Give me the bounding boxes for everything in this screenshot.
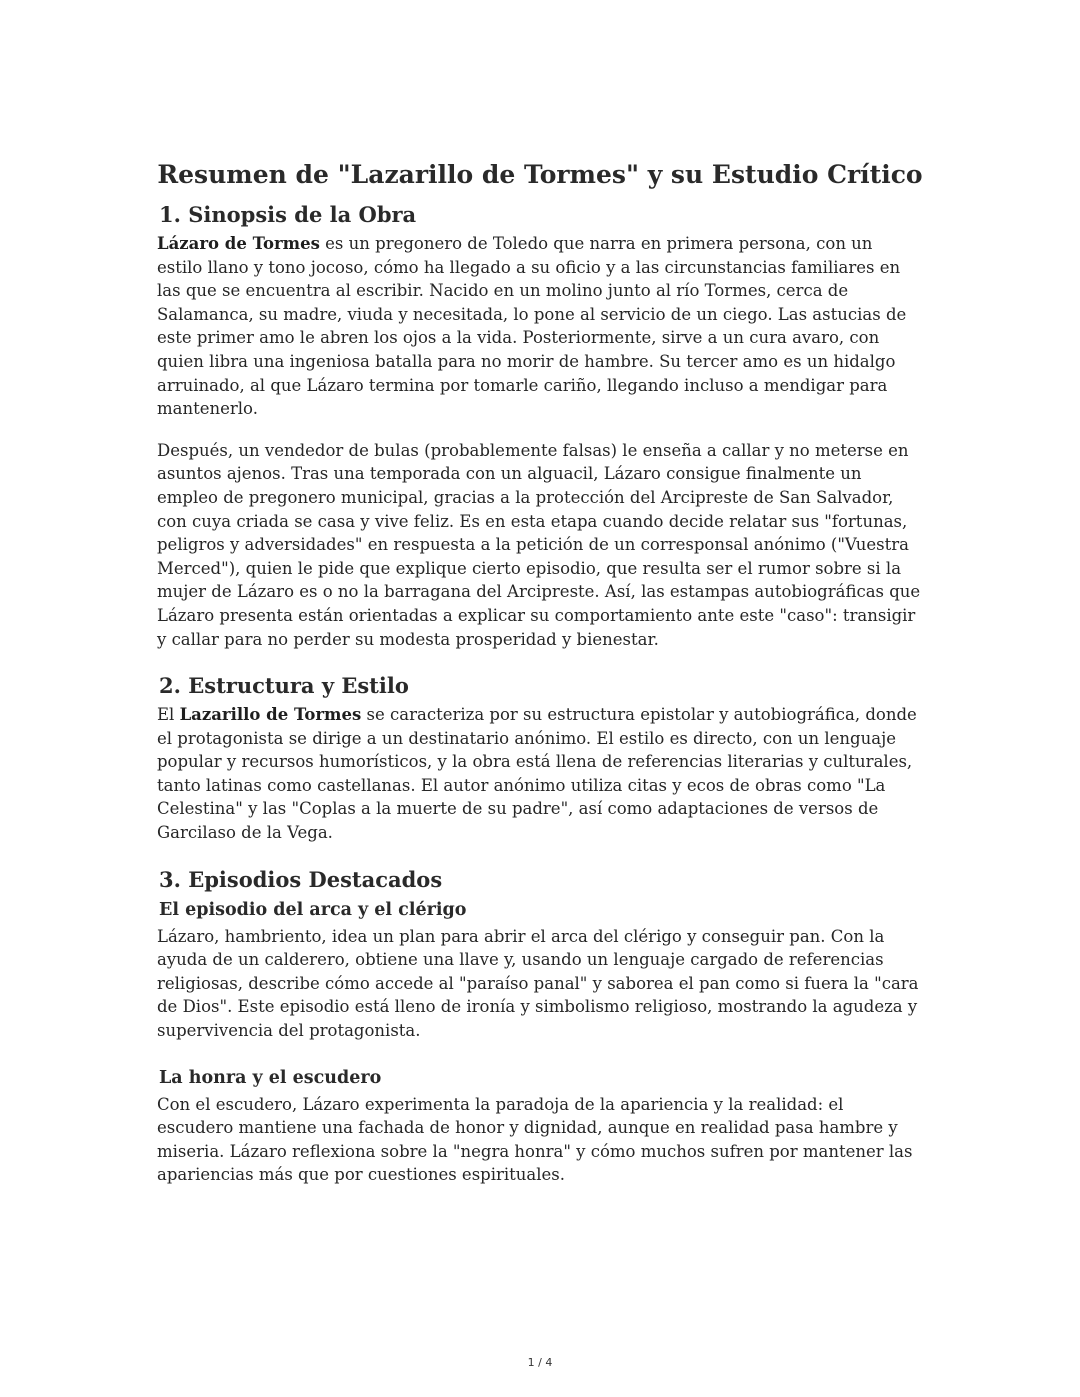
sinopsis-bold-name: Lázaro de Tormes <box>157 234 320 253</box>
document-page <box>157 158 923 1187</box>
sinopsis-paragraph-1-text: es un pregonero de Toledo que narra en primera persona, con un estilo llano y tono jocoso, cómo ha llegado a su oficio y a las circunstancias familiares en las que se encuentra al escribir. Nacido en un molino junto al río Tormes, cerca de Salamanca, su madre, viuda y necesitada, lo pone al servicio de un ciego. Las astucias de este primer amo le abren los ojos a la vida. Posteriormente, sirve a un cura avaro, con quien libra una ingeniosa batalla para no morir de hambre. Su tercer amo es un hidalgo arruinado, al que Lázaro termina por tomarle cariño, llegando incluso a mendigar para mantenerlo. <box>157 234 907 419</box>
estructura-lead: El <box>157 705 180 725</box>
subheading-honra-escudero: La honra y el escudero <box>159 1067 382 1088</box>
page-number: 1 / 4 <box>527 1356 553 1369</box>
section-heading-sinopsis: 1. Sinopsis de la Obra <box>159 202 417 227</box>
document-title: Resumen de "Lazarillo de Tormes" y su Estudio Crítico <box>157 160 923 189</box>
subheading-arca-clerigo: El episodio del arca y el clérigo <box>159 899 467 920</box>
section-heading-episodios: 3. Episodios Destacados <box>159 866 443 892</box>
estructura-paragraph <box>157 703 923 845</box>
honra-escudero-paragraph: Con el escudero, Lázaro experimenta la paradoja de la apariencia y la realidad: el escudero mantiene una fachada de honor y dignidad, aunque en realidad pasa hambre y miseria. Lázaro reflexiona sobre la "negra honra" y cómo muchos sufren por mantener las apariencias más que por cuestiones espirituales. <box>157 1094 913 1185</box>
arca-clerigo-paragraph: Lázaro, hambriento, idea un plan para abrir el arca del clérigo y conseguir pan. Con la ayuda de un calderero, obtiene una llave y, usando un lenguaje cargado de referencias religiosas, describe cómo accede al "paraíso panal" y saborea el pan como si fuera la "cara de Dios". Este episodio está lleno de ironía y simbolismo religioso, mostrando la agudeza y supervivencia del protagonista. <box>157 926 919 1041</box>
sinopsis-paragraph-2: Después, un vendedor de bulas (probablemente falsas) le enseña a callar y no meterse en asuntos ajenos. Tras una temporada con un alguacil, Lázaro consigue finalmente un empleo de pregonero municipal, gracias a la protección del Arcipreste de San Salvador, con cuya criada se casa y vive feliz. Es en esta etapa cuando decide relatar sus "fortunas, peligros y adversidades" en respuesta a la petición de un corresponsal anónimo ("Vuestra Merced"), quien le pide que explique cierto episodio, que resulta ser el rumor sobre si la mujer de Lázaro es o no la barragana del Arcipreste. Así, las estampas autobiográficas que Lázaro presenta están orientadas a explicar su comportamiento ante este "caso": transigir y callar para no perder su modesta prosperidad y bienestar. <box>157 440 921 649</box>
section-heading-estructura: 2. Estructura y Estilo <box>159 673 409 699</box>
estructura-bold-title: Lazarillo de Tormes <box>179 705 362 725</box>
estructura-paragraph-text: se caracteriza por su estructura epistolar y autobiográfica, donde el protagonista se dirige a un destinatario anónimo. El estilo es directo, con un lenguaje popular y recursos humorísticos, y la obra está llena de referencias literarias y culturales, tanto latinas como castellanas. El autor anónimo utiliza citas y ecos de obras como "La Celestina" y las "Coplas a la muerte de su padre", así como adaptaciones de versos de Garcilaso de la Vega. <box>157 705 917 843</box>
sinopsis-paragraph-1 <box>157 232 923 421</box>
